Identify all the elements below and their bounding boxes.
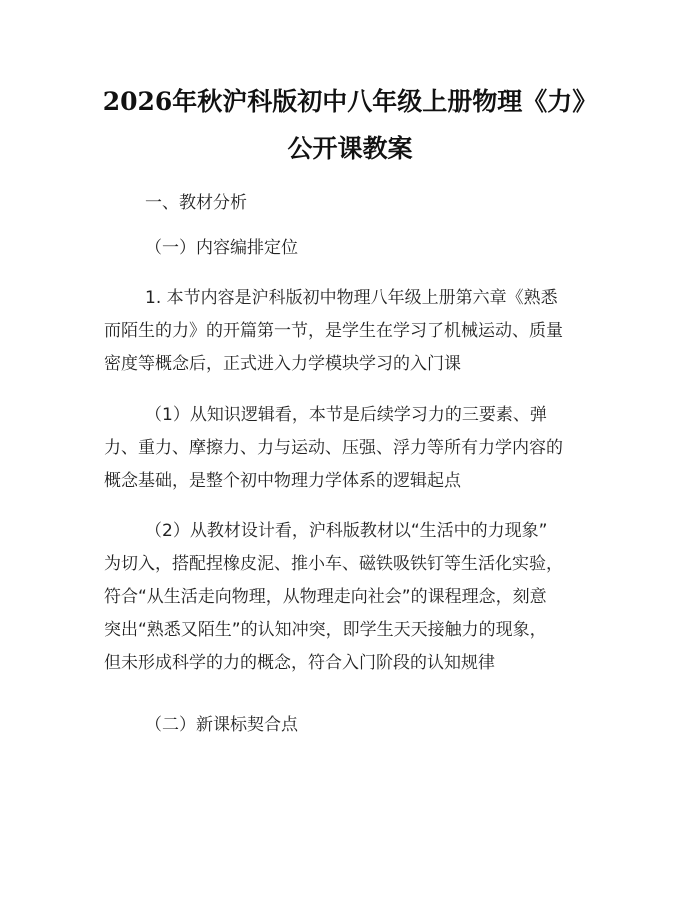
- paragraph-line: 力、重力、摩擦力、力与运动、压强、浮力等所有力学内容的: [104, 438, 563, 458]
- paragraph-textbook-design: [104, 520, 600, 685]
- document-title: 2026年秋沪科版初中八年级上册物理《力》: [102, 87, 598, 116]
- paragraph-line: （1）从知识逻辑看，本节是后续学习力的三要素、弹: [145, 405, 547, 425]
- paragraph-line: 符合“从生活走向物理，从物理走向社会”的课程理念，刻意: [104, 587, 547, 607]
- paragraph-line: 突出“熟悉又陌生”的认知冲突，即学生天天接触力的现象，: [104, 620, 547, 640]
- paragraph-line: （2）从教材设计看，沪科版教材以“生活中的力现象”: [145, 521, 548, 541]
- paragraph-line: 而陌生的力》的开篇第一节，是学生在学习了机械运动、质量: [104, 321, 563, 341]
- document-subtitle: 公开课教案: [287, 134, 413, 163]
- section-heading-textbook-analysis: 一、教材分析: [145, 193, 247, 213]
- paragraph-knowledge-logic: [104, 404, 600, 503]
- paragraph-content-positioning: [104, 287, 600, 386]
- paragraph-line: 1. 本节内容是沪科版初中物理八年级上册第六章《熟悉: [145, 288, 558, 308]
- subsection-heading-content-positioning: （一）内容编排定位: [145, 238, 298, 258]
- paragraph-line: 概念基础，是整个初中物理力学体系的逻辑起点: [104, 471, 461, 491]
- paragraph-line: 但未形成科学的力的概念，符合入门阶段的认知规律: [104, 653, 495, 673]
- paragraph-line: 为切入，搭配捏橡皮泥、推小车、磁铁吸铁钉等生活化实验，: [104, 554, 563, 574]
- paragraph-line: 密度等概念后，正式进入力学模块学习的入门课: [104, 354, 461, 374]
- subsection-heading-curriculum-standards: （二）新课标契合点: [145, 715, 298, 735]
